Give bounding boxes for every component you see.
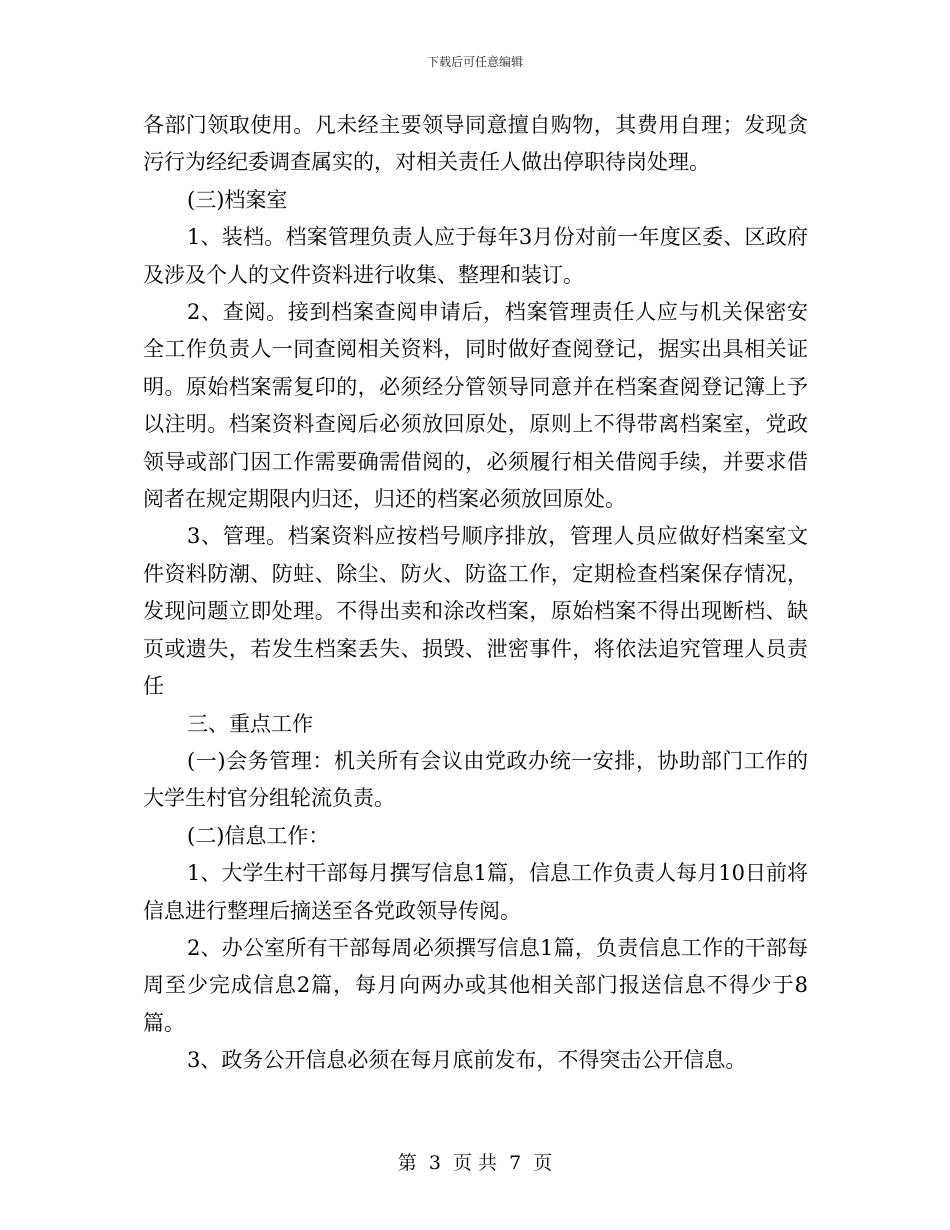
paragraph-info-public-affairs: 3、政务公开信息必须在每月底前发布，不得突击公开信息。	[187, 1048, 747, 1073]
paragraph-purchase-continued: 各部门领取使用。凡未经主要领导同意擅自购物，其费用自理；发现贪污行为经纪委调查属实的，对相关责任人做出停职待岗处理。	[143, 113, 808, 175]
total-pages-number: 7	[509, 1152, 522, 1174]
page-number-suffix: 页	[533, 1152, 553, 1174]
section-heading-information-work: (二)信息工作：	[187, 823, 330, 848]
paragraph-meeting-management: (一)会务管理：机关所有会议由党政办统一安排，协助部门工作的大学生村官分组轮流负责。	[143, 748, 808, 811]
paragraph-archive-lookup: 2、查阅。接到档案查阅申请后，档案管理责任人应与机关保密安全工作负责人一同查阅相关资料，同时做好查阅登记，据实出具相关证明。原始档案需复印的，必须经分管领导同意并在档案查阅登记簿上予以注明。档案资料查阅后必须放回原处，原则上不得带离档案室，党政领导或部门因工作需要确需借阅的，必须履行相关借阅手续，并要求借阅者在规定期限内归还，归还的档案必须放回原处。	[143, 300, 808, 512]
paragraph-info-village-cadres: 1、大学生村干部每月撰写信息1篇，信息工作负责人每月10日前将信息进行整理后摘送至各党政领导传阅。	[143, 861, 808, 923]
page-footer	[0, 1152, 950, 1174]
section-heading-key-work: 三、重点工作	[187, 711, 313, 736]
paragraph-archive-binding: 1、装档。档案管理负责人应于每年3月份对前一年度区委、区政府及涉及个人的文件资料进行收集、整理和装订。	[143, 225, 808, 287]
paragraph-info-office-staff: 2、办公室所有干部每周必须撰写信息1篇，负责信息工作的干部每周至少完成信息2篇，每月向两办或其他相关部门报送信息不得少于8篇。	[143, 935, 808, 1035]
page-number-prefix: 第	[397, 1152, 417, 1174]
page-number-middle: 页 共	[452, 1152, 498, 1174]
page-header: 下载后可任意编辑	[426, 55, 523, 69]
section-heading-archives-room: (三)档案室	[187, 187, 288, 212]
paragraph-archive-management: 3、管理。档案资料应按档号顺序排放，管理人员应做好档案室文件资料防潮、防蛀、除尘、防火、防盗工作，定期检查档案保存情况，发现问题立即处理。不得出卖和涂改档案，原始档案不得出现断档、缺页或遗失，若发生档案丢失、损毁、泄密事件，将依法追究管理人员责任	[143, 524, 808, 699]
document-body	[143, 107, 808, 1080]
current-page-number: 3	[428, 1152, 441, 1174]
